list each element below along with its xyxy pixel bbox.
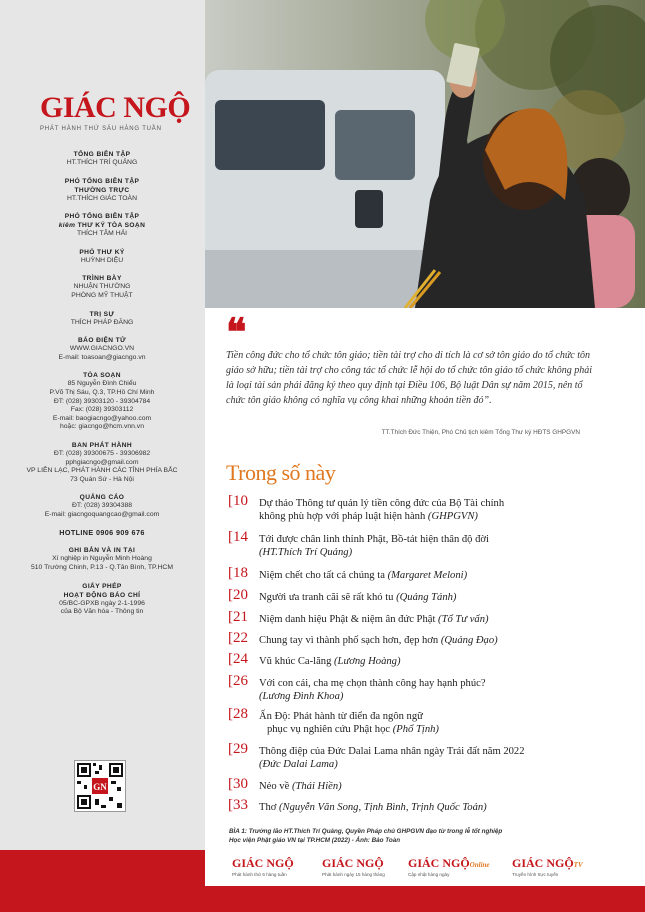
footer-logo-tv[interactable] bbox=[512, 856, 583, 871]
toc-title: Vũ khúc Ca-lăng bbox=[259, 656, 332, 667]
toc-title: Người ưa tranh cãi sẽ rất khó tu bbox=[259, 592, 394, 603]
toc-title: Thông điệp của Đức Dalai Lama nhân ngày Trái đất năm 2022 bbox=[259, 746, 525, 757]
toc-author: (Đức Dalai Lama) bbox=[259, 759, 338, 770]
quote-mark-icon: ❝ bbox=[226, 312, 247, 354]
ads-email[interactable]: E-mail: giacngoquangcao@gmail.com bbox=[44, 510, 160, 518]
deputy-name: HT.THÍCH GIÁC TOÀN bbox=[67, 194, 137, 202]
toc-page-number: [ 24 bbox=[228, 653, 248, 666]
ads-tel: ĐT: (028) 39304388 bbox=[71, 502, 133, 510]
footer-logo-suffix: TV bbox=[573, 861, 583, 869]
print-line-2: 510 Trường Chinh, P.13 - Q.Tân Bình, TP.HCM bbox=[31, 564, 173, 572]
qr-code-graphic bbox=[75, 761, 125, 811]
toc-author: (Phổ Tịnh) bbox=[392, 724, 439, 735]
toc-page-number: [ 29 bbox=[228, 743, 248, 756]
toc-page-number: [ 18 bbox=[228, 567, 248, 580]
toc-page-number: [ 26 bbox=[228, 675, 248, 688]
print-title: GHI BẢN VÀ IN TẠI bbox=[68, 547, 136, 555]
cover-photo bbox=[205, 0, 645, 308]
toc-title: Chung tay vì thành phố sạch hơn, đẹp hơn bbox=[259, 635, 439, 646]
caption-line-2: Học viện Phật giáo VN tại TP.HCM (2022) - Ảnh: Bảo Toàn bbox=[229, 837, 401, 844]
pull-quote: Tiền công đức cho tổ chức tôn giáo; tiền tài trợ cho di tích là cơ sở tôn giáo do tổ chức tôn giáo sở hữu; tiền tài trợ cho công tác tổ chức lễ hội do tổ chức tôn giáo tổ chức không phải là loại tài sản phải đăng ký theo quy định tại Điều 106, Bộ luật Dân sự năm 2015, nên tổ chức tôn giáo không có nghĩa vụ công khai những khoản tiền đó”. bbox=[226, 350, 593, 406]
deputy2-name: THÍCH TÂM HẢI bbox=[76, 230, 128, 238]
toc-author: (HT.Thích Trí Quảng) bbox=[259, 547, 353, 558]
toc-author: (Nguyễn Văn Song, Tịnh Bình, Trịnh Quốc Toản) bbox=[279, 802, 487, 813]
toc-title: Nẻo về bbox=[259, 781, 290, 792]
quote-attribution: TT.Thích Đức Thiện, Phó Chủ tịch kiêm Tổng Thư ký HĐTS GHPGVN bbox=[381, 429, 580, 436]
footer-logo-name: GIÁC NGỘ bbox=[512, 856, 574, 870]
dist-tel: ĐT: (028) 39300675 - 39306982 bbox=[53, 449, 151, 457]
office-addr-2: P.Võ Thị Sáu, Q.3, TP.Hồ Chí Minh bbox=[49, 388, 155, 396]
dist-email[interactable]: pphgiacngo@gmail.com bbox=[65, 458, 139, 466]
footer-logo-name: GIÁC NGỘ bbox=[408, 856, 470, 870]
deputy2-role: THƯ KÝ TÒA SOẠN bbox=[77, 222, 146, 230]
editor-title: TỔNG BIÊN TẬP bbox=[73, 151, 131, 158]
toc-title: Với con cái, cha mẹ chọn thành công hay hạnh phúc? bbox=[259, 678, 486, 689]
toc-author: (Quảng Tánh) bbox=[396, 592, 457, 603]
footer-logo-monthly[interactable] bbox=[322, 856, 384, 871]
license-line-1: 05/BC-GPXB ngày 2-1-1996 bbox=[59, 599, 145, 607]
admin-name: THÍCH PHÁP ĐĂNG bbox=[70, 318, 134, 326]
toc-title: Dự thảo Thông tư quản lý tiền công đức của Bộ Tài chính bbox=[259, 498, 505, 509]
footer-logo-online[interactable] bbox=[408, 856, 490, 871]
toc-page-number: [ 20 bbox=[228, 589, 248, 602]
toc-author: (Margaret Meloni) bbox=[387, 570, 468, 581]
deputy-sec-title: PHÓ THƯ KÝ bbox=[79, 248, 125, 256]
hotline: HOTLINE 0906 909 676 bbox=[59, 528, 145, 538]
office-tel: ĐT: (028) 39303120 - 39304784 bbox=[53, 397, 151, 405]
footer-logo-name: GIÁC NGỘ bbox=[232, 856, 294, 870]
deputy-sec-name: HUỲNH DIỆU bbox=[80, 256, 124, 264]
office-email-2[interactable]: hoặc: giacngo@hcm.vnn.vn bbox=[60, 423, 144, 431]
toc-author: (Quảng Đạo) bbox=[440, 635, 498, 646]
toc-heading: Trong số này bbox=[226, 460, 336, 485]
qr-label: GN bbox=[93, 782, 107, 792]
office-addr-1: 85 Nguyễn Đình Chiểu bbox=[67, 380, 137, 388]
eedition-title: BÁO ĐIỆN TỬ bbox=[78, 337, 126, 345]
deputy-title-2: THƯỜNG TRỰC bbox=[74, 186, 130, 194]
toc-page-number: [ 22 bbox=[228, 632, 248, 645]
toc-title: Niệm chết cho tất cả chúng ta bbox=[259, 570, 385, 581]
footer-sub-tv: Truyền hình trực tuyến bbox=[512, 872, 559, 877]
footer-logo-weekly[interactable] bbox=[232, 856, 294, 871]
deputy-title-1: PHÓ TỔNG BIÊN TẬP bbox=[64, 177, 140, 185]
editor-name: HT.THÍCH TRÍ QUẢNG bbox=[66, 159, 138, 166]
qr-code[interactable] bbox=[74, 760, 126, 812]
toc-author: (Tổ Tư vấn) bbox=[438, 614, 489, 625]
toc-page-number: [ 28 bbox=[228, 708, 248, 721]
deputy2-title: PHÓ TỔNG BIÊN TẬP bbox=[64, 213, 140, 221]
eedition-email[interactable]: E-mail: toasoan@giacngo.vn bbox=[58, 353, 146, 361]
toc-title: Thơ bbox=[259, 802, 277, 813]
caption-line-1: BÌA 1: Trưởng lão HT.Thích Trí Quảng, Quyền Pháp chủ GHPGVN đạo từ trong lễ tốt nghiệp bbox=[229, 828, 503, 835]
toc-page-number: [ 33 bbox=[228, 799, 248, 812]
footer-logo-name: GIÁC NGỘ bbox=[322, 856, 384, 870]
layout-title: TRÌNH BÀY bbox=[82, 275, 122, 283]
office-fax: Fax: (028) 39303112 bbox=[70, 406, 134, 414]
footer-sub-monthly: Phát hành ngày 15 hàng tháng bbox=[322, 872, 385, 877]
office-email-1[interactable]: E-mail: baogiacngo@yahoo.com bbox=[52, 414, 152, 422]
toc-title: Tới được chân linh thỉnh Phật, Bồ-tát hiện thân độ đời bbox=[259, 534, 489, 545]
toc-author: (Lương Đình Khoa) bbox=[259, 691, 344, 702]
layout-name-2: PHÒNG MỸ THUẬT bbox=[71, 291, 133, 299]
toc-title-cont: không phù hợp với pháp luật hiện hành bbox=[259, 511, 426, 522]
giacngo-logo: GIÁC NGỘ bbox=[40, 91, 191, 124]
cover-caption bbox=[229, 827, 549, 845]
deputy2-kiem: kiêm bbox=[58, 222, 76, 230]
toc-title-cont: phục vụ nghiên cứu Phật học bbox=[266, 724, 391, 735]
dist-branch: VP LIÊN LẠC, PHÁT HÀNH CÁC TỈNH PHÍA BẮC bbox=[26, 467, 178, 475]
footer-sub-online: Cập nhật hàng ngày bbox=[408, 872, 450, 877]
toc-author: (Lương Hoàng) bbox=[334, 656, 401, 667]
license-title-2: HOẠT ĐỘNG BÁO CHÍ bbox=[63, 591, 141, 599]
logo-tagline: PHÁT HÀNH THỨ SÁU HÀNG TUẦN bbox=[40, 126, 162, 132]
layout-name-1: NHUẬN THƯỜNG bbox=[73, 283, 131, 291]
toc-title: Niệm danh hiệu Phật & niệm ân đức Phật bbox=[259, 614, 436, 625]
license-title-1: GIẤY PHÉP bbox=[82, 582, 122, 590]
footer-logo-suffix: Online bbox=[469, 861, 490, 869]
toc-author: (GHPGVN) bbox=[427, 511, 478, 522]
masthead-panel bbox=[0, 0, 205, 850]
admin-title: TRỊ SỰ bbox=[89, 310, 115, 318]
toc-page-number: [ 30 bbox=[228, 778, 248, 791]
masthead-credits bbox=[4, 150, 200, 626]
print-line-1: Xí nghiệp in Nguyễn Minh Hoàng bbox=[52, 555, 152, 563]
toc-page-number: [ 10 bbox=[228, 495, 248, 508]
license-line-2: của Bộ Văn hóa - Thông tin bbox=[60, 608, 144, 616]
footer-sub-weekly: Phát hành thứ 6 hàng tuần bbox=[232, 872, 287, 877]
toc-page-number: [ 21 bbox=[228, 611, 248, 624]
deputy2-title-b bbox=[4, 221, 200, 230]
dist-title: BAN PHÁT HÀNH bbox=[71, 441, 133, 449]
website-link[interactable]: WWW.GIACNGO.VN bbox=[69, 345, 135, 353]
toc-title: Ấn Độ: Phát hành từ điển đa ngôn ngữ bbox=[259, 711, 423, 722]
dist-addr: 73 Quán Sứ - Hà Nội bbox=[70, 475, 134, 483]
toc-page-number: [ 14 bbox=[228, 531, 248, 544]
ads-title: QUẢNG CÁO bbox=[79, 494, 125, 502]
toc-author: (Thái Hiền) bbox=[291, 781, 342, 792]
office-title: TÒA SOẠN bbox=[83, 372, 121, 380]
